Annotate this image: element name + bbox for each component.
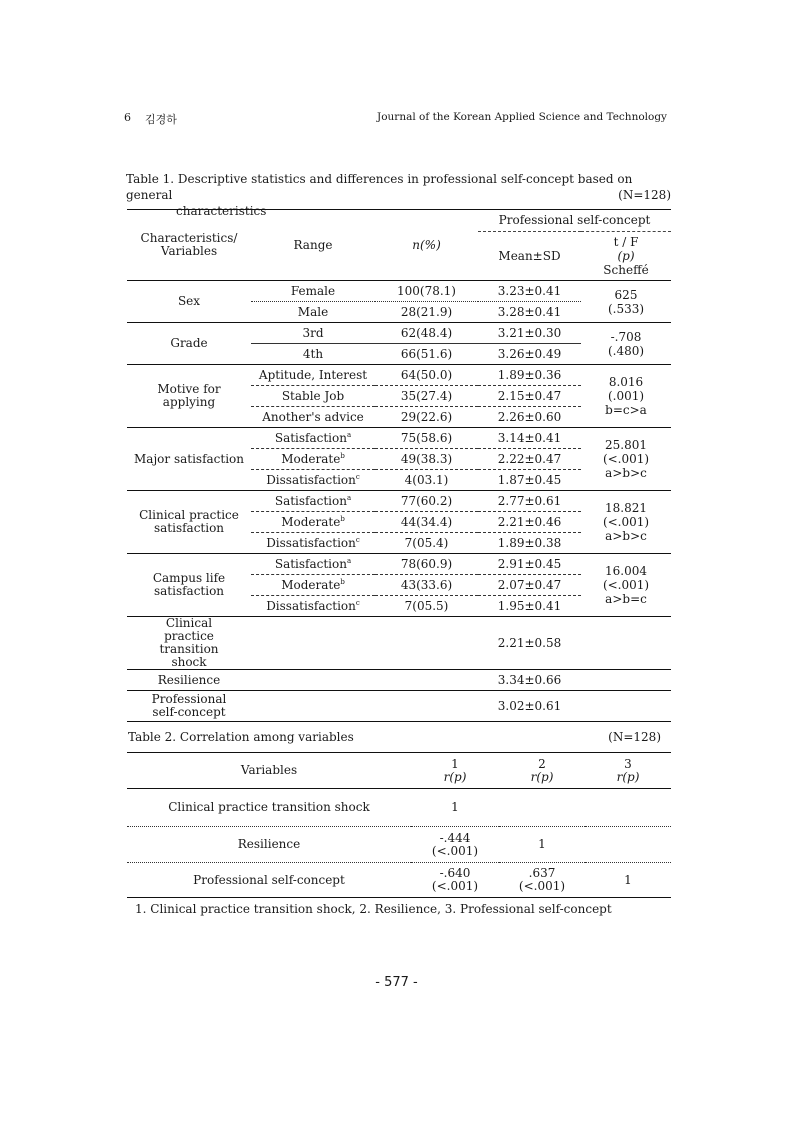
n-percent-cell: 49(38.3) (375, 449, 478, 470)
n-percent-cell: 7(05.5) (375, 596, 478, 617)
range-cell (251, 281, 375, 302)
table1-row (127, 428, 671, 449)
table1-row (127, 281, 671, 302)
summary-label: Clinical practice transition shock (127, 617, 251, 670)
p-value: (<.001) (602, 452, 650, 466)
group-superscript: c (355, 472, 360, 481)
corr-r: -.640 (439, 866, 471, 880)
mean-sd-cell: 2.26±0.60 (478, 407, 581, 428)
range-cell (251, 428, 375, 449)
mean-sd-cell: 3.21±0.30 (478, 323, 581, 344)
range-cell (251, 302, 375, 323)
n-percent-cell: 77(60.2) (375, 491, 478, 512)
summary-mean-sd: 3.02±0.61 (478, 691, 581, 722)
mean-sd-cell: 2.07±0.47 (478, 575, 581, 596)
stat-value: 8.016 (608, 375, 644, 389)
header-professional-self-concept: Professional self-concept (478, 210, 671, 232)
summary-empty (251, 617, 375, 670)
table1-row (127, 491, 671, 512)
corr-col3 (585, 789, 671, 827)
range-cell (251, 365, 375, 386)
table2-sample-size: (N=128) (608, 730, 661, 744)
mean-sd-cell: 1.89±0.38 (478, 533, 581, 554)
corr-r: 1 (451, 800, 459, 814)
header-journal-title: Journal of the Korean Applied Science and Technology (377, 111, 667, 123)
group-superscript: a (346, 556, 352, 565)
stat-value: 16.004 (605, 564, 647, 578)
p-value: (.533) (607, 301, 645, 316)
summary-empty (375, 617, 478, 670)
range-cell (251, 407, 375, 428)
n-percent-cell: 35(27.4) (375, 386, 478, 407)
table2-caption-text: Table 2. Correlation among variables (128, 730, 354, 744)
p-value: (.001) (607, 389, 645, 403)
t2-header-col2: 2 r(p) (499, 753, 585, 789)
header-author: 김경하 (145, 113, 177, 126)
header-tf: t / F (613, 235, 639, 249)
p-value: (<.001) (602, 515, 650, 529)
header-n-percent: n(%) (412, 237, 441, 252)
mean-sd-cell: 1.87±0.45 (478, 470, 581, 491)
range-text: Dissatisfaction (266, 535, 356, 550)
range-text: Another's advice (262, 409, 364, 424)
range-cell (251, 596, 375, 617)
t2-header-col3: 3 r(p) (585, 753, 671, 789)
n-percent-cell: 43(33.6) (375, 575, 478, 596)
t2-header-col1: 1 r(p) (411, 753, 499, 789)
mean-sd-cell: 3.28±0.41 (478, 302, 581, 323)
corr-p: (<.001) (518, 879, 566, 893)
table1-sample-size: (N=128) (618, 188, 671, 202)
table1-row (127, 365, 671, 386)
summary-empty (581, 670, 671, 691)
table1-summary-row (127, 670, 671, 691)
table2-row (127, 863, 671, 898)
summary-label: Professional self-concept (127, 691, 251, 722)
range-cell (251, 386, 375, 407)
header-page-number: 6 (124, 111, 131, 124)
group-label: Grade (127, 323, 251, 365)
header-p: (p) (617, 249, 635, 263)
stat-value: 25.801 (605, 438, 647, 452)
test-stat-cell (581, 554, 671, 617)
summary-empty (251, 670, 375, 691)
n-percent-cell: 29(22.6) (375, 407, 478, 428)
range-text: Satisfaction (274, 493, 347, 508)
summary-empty (375, 691, 478, 722)
summary-empty (581, 691, 671, 722)
n-percent-cell: 28(21.9) (375, 302, 478, 323)
group-label: Sex (127, 281, 251, 323)
range-cell (251, 323, 375, 344)
range-cell (251, 533, 375, 554)
p-value: (.480) (607, 343, 645, 358)
group-label: Campus life satisfaction (127, 554, 251, 617)
range-cell (251, 491, 375, 512)
range-text: Male (297, 304, 329, 319)
header-scheffe: Scheffé (603, 263, 649, 277)
n-percent-cell: 7(05.4) (375, 533, 478, 554)
mean-sd-cell: 1.89±0.36 (478, 365, 581, 386)
table1-row (127, 323, 671, 344)
corr-p: (<.001) (431, 879, 479, 893)
group-label: Clinical practice satisfaction (127, 491, 251, 554)
mean-sd-cell: 3.26±0.49 (478, 344, 581, 365)
variable-label: Professional self-concept (127, 863, 411, 898)
variable-label: Clinical practice transition shock (168, 800, 370, 814)
mean-sd-cell: 2.91±0.45 (478, 554, 581, 575)
stat-value: 18.821 (605, 501, 647, 515)
test-stat-cell (581, 323, 671, 365)
header-range: Range (293, 237, 333, 252)
table2 (127, 752, 671, 898)
mean-sd-cell: 3.23±0.41 (478, 281, 581, 302)
table2-row (127, 827, 671, 863)
range-cell (251, 449, 375, 470)
scheffe-result: a>b>c (605, 529, 647, 543)
range-cell (251, 512, 375, 533)
group-superscript: a (346, 493, 352, 502)
corr-col1 (411, 789, 499, 827)
group-superscript: a (346, 430, 352, 439)
table2-row (127, 789, 671, 827)
stat-value: 625 (614, 287, 638, 302)
range-cell (251, 470, 375, 491)
range-text: Satisfaction (274, 430, 347, 445)
table1-summary-row (127, 617, 671, 670)
range-cell (251, 554, 375, 575)
n-percent-cell: 66(51.6) (375, 344, 478, 365)
group-label: Motive for applying (127, 365, 251, 428)
corr-col1 (411, 827, 499, 863)
table1-summary-row (127, 691, 671, 722)
summary-empty (581, 617, 671, 670)
page-number: - 577 - (375, 975, 418, 990)
group-label: Major satisfaction (127, 428, 251, 491)
group-superscript: b (340, 451, 345, 460)
corr-r: -.444 (439, 830, 471, 845)
test-stat-cell (581, 491, 671, 554)
n-percent-cell: 75(58.6) (375, 428, 478, 449)
header-mean-sd: Mean±SD (498, 248, 561, 263)
range-text: 3rd (302, 325, 324, 340)
range-cell (251, 575, 375, 596)
range-text: 4th (302, 346, 324, 361)
test-stat-cell (581, 365, 671, 428)
test-stat-cell (581, 281, 671, 323)
mean-sd-cell: 1.95±0.41 (478, 596, 581, 617)
summary-empty (251, 691, 375, 722)
summary-mean-sd: 2.21±0.58 (478, 617, 581, 670)
n-percent-cell: 62(48.4) (375, 323, 478, 344)
header-characteristics: Characteristics/ Variables (140, 231, 238, 258)
range-text: Moderate (281, 577, 341, 592)
variable-label: Resilience (127, 827, 411, 863)
mean-sd-cell: 2.15±0.47 (478, 386, 581, 407)
mean-sd-cell: 2.22±0.47 (478, 449, 581, 470)
scheffe-result: a>b>c (605, 466, 647, 480)
table1-caption-line2: characteristics (176, 204, 267, 218)
corr-col2 (499, 789, 585, 827)
range-text: Satisfaction (274, 556, 347, 571)
stat-value: -.708 (610, 329, 642, 344)
range-text: Female (290, 283, 336, 298)
n-percent-cell: 64(50.0) (375, 365, 478, 386)
header-test-stat (581, 232, 671, 281)
range-text: Moderate (281, 451, 341, 466)
table2-caption (128, 730, 661, 744)
group-superscript: c (355, 598, 360, 607)
summary-empty (375, 670, 478, 691)
group-superscript: c (355, 535, 360, 544)
mean-sd-cell: 2.21±0.46 (478, 512, 581, 533)
table1-caption-line1: Table 1. Descriptive statistics and differences in professional self-concept based on general (126, 172, 633, 202)
table1-row (127, 554, 671, 575)
corr-r: .637 (528, 866, 556, 880)
scheffe-result: b=c>a (605, 403, 647, 417)
range-cell (251, 344, 375, 365)
range-text: Dissatisfaction (266, 472, 356, 487)
mean-sd-cell: 2.77±0.61 (478, 491, 581, 512)
n-percent-cell: 4(03.1) (375, 470, 478, 491)
table1 (127, 209, 671, 722)
summary-label: Resilience (127, 670, 251, 691)
n-percent-cell: 100(78.1) (375, 281, 478, 302)
corr-col2 (499, 863, 585, 898)
corr-col3 (585, 863, 671, 898)
scheffe-result: a>b=c (605, 592, 647, 606)
n-percent-cell: 44(34.4) (375, 512, 478, 533)
t2-header-variables: Variables (127, 753, 411, 789)
table2-footnote: 1. Clinical practice transition shock, 2. Resilience, 3. Professional self-concept (135, 902, 612, 916)
range-text: Aptitude, Interest (258, 367, 368, 382)
corr-col2 (499, 827, 585, 863)
corr-p: (<.001) (431, 843, 479, 858)
range-text: Stable Job (281, 388, 345, 403)
range-text: Dissatisfaction (266, 598, 356, 613)
p-value: (<.001) (602, 578, 650, 592)
corr-r: 1 (624, 872, 632, 887)
summary-mean-sd: 3.34±0.66 (478, 670, 581, 691)
corr-col1 (411, 863, 499, 898)
range-text: Moderate (281, 514, 341, 529)
n-percent-cell: 78(60.9) (375, 554, 478, 575)
mean-sd-cell: 3.14±0.41 (478, 428, 581, 449)
corr-r: 1 (538, 837, 546, 851)
corr-col3 (585, 827, 671, 863)
group-superscript: b (340, 514, 345, 523)
group-superscript: b (340, 577, 345, 586)
test-stat-cell (581, 428, 671, 491)
